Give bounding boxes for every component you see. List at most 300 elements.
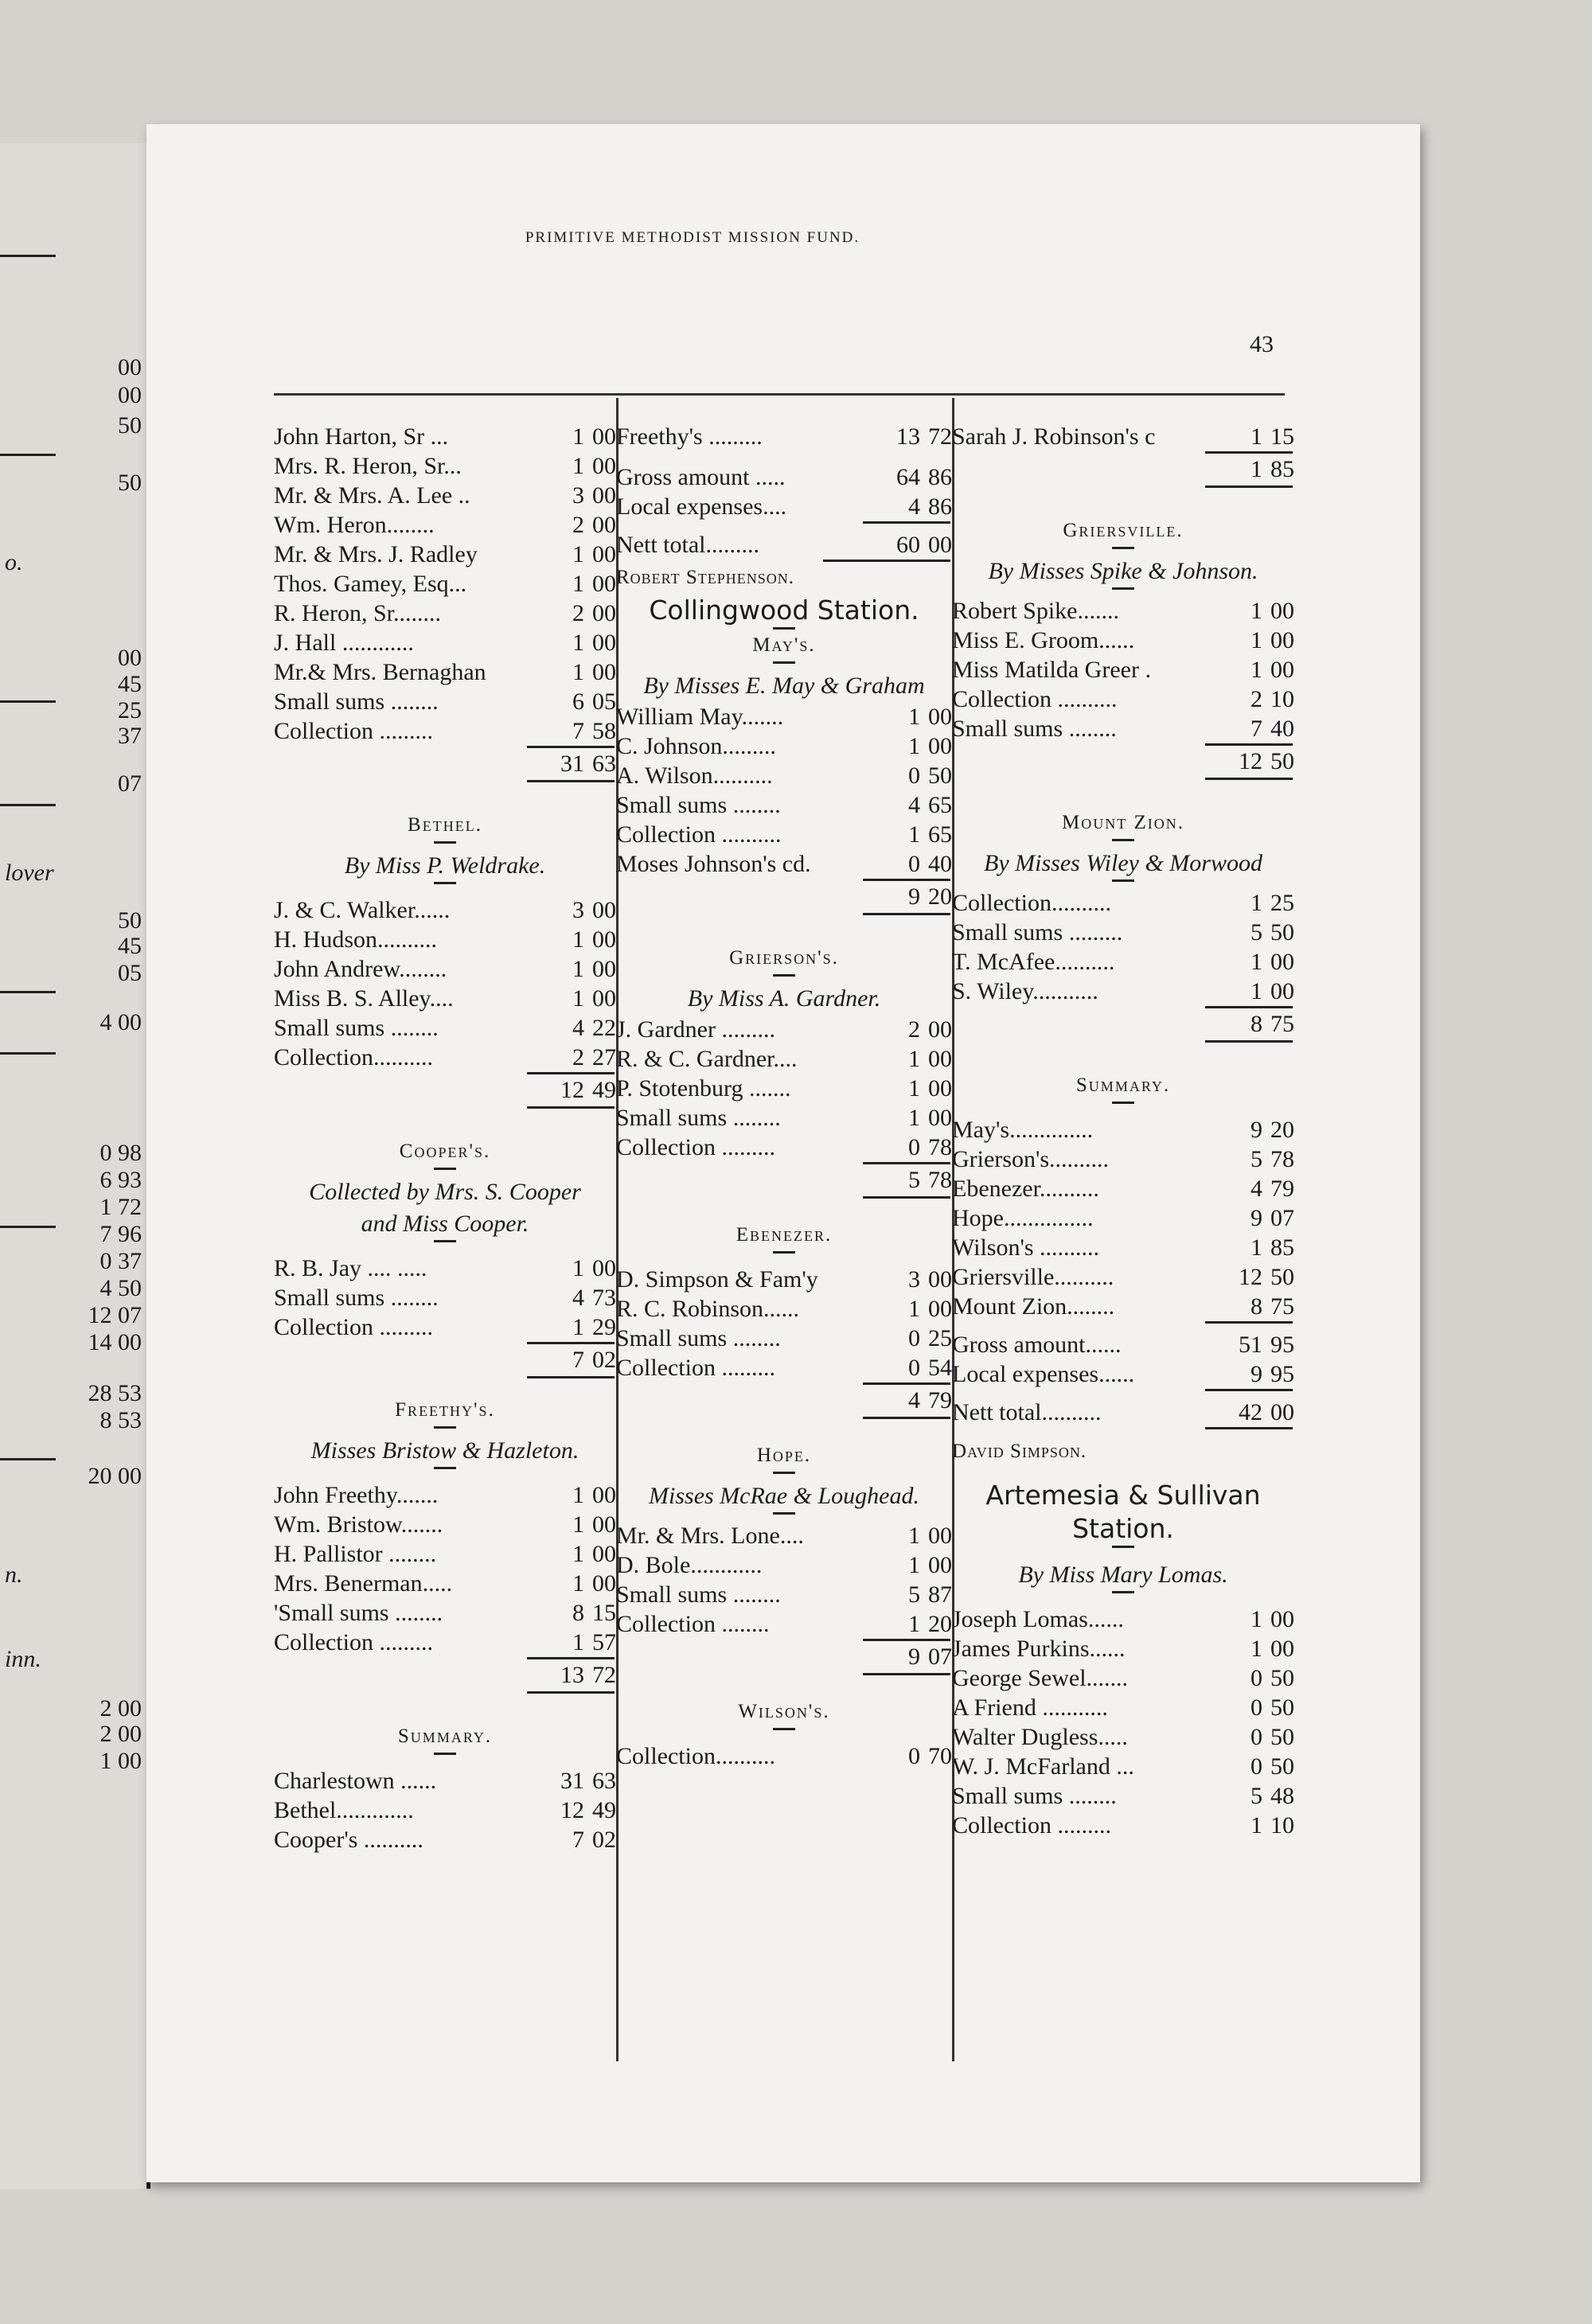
ledger-row	[952, 422, 1294, 451]
entry-name: Charlestown ......	[274, 1768, 437, 1794]
ebenezer-total: 4 79	[908, 1387, 952, 1414]
ledger-row	[274, 1283, 616, 1312]
amount-cents: 00	[592, 659, 616, 685]
ledger-row	[274, 1480, 616, 1510]
entry-name: R. & C. Gardner....	[616, 1046, 798, 1072]
amount-cents: 50	[1270, 1264, 1294, 1290]
amount-dollars: 1	[572, 659, 584, 685]
wilsons-heading: Wilson's.	[738, 1701, 830, 1722]
entry-name: J. & C. Walker......	[274, 897, 451, 923]
ledger-row	[952, 888, 1294, 918]
amount-dollars: 1	[1251, 1812, 1262, 1839]
amount-dollars: 7	[572, 718, 584, 744]
facing-page-text: 00	[118, 354, 142, 380]
amount-dollars: 42	[1239, 1399, 1262, 1425]
entry-name: Collection ..........	[616, 821, 782, 848]
entry-name: Mr.& Mrs. Bernaghan	[274, 659, 486, 685]
ledger-row	[274, 895, 616, 925]
ledger-row	[274, 716, 616, 746]
ledger-row	[952, 1781, 1294, 1811]
entry-name: Collection .........	[952, 1812, 1111, 1839]
artemesia-collector: By Miss Mary Lomas.	[1018, 1562, 1228, 1588]
griersville-collector: By Misses Spike & Johnson.	[988, 558, 1258, 584]
amount-dollars: 1	[1251, 423, 1262, 450]
ledger-row	[952, 1663, 1294, 1693]
ledger-row	[952, 918, 1294, 947]
facing-page-text: 28 53	[88, 1380, 142, 1406]
amount-dollars: 1	[1251, 627, 1262, 653]
facing-page-text: 50	[118, 412, 142, 439]
facing-page-text: 14 00	[88, 1329, 142, 1355]
amount-cents: 65	[928, 792, 952, 818]
ledger-row	[616, 702, 952, 731]
amount-cents: 00	[592, 1482, 616, 1508]
amount-dollars: 1	[1251, 978, 1262, 1004]
nett-total-row	[616, 530, 952, 560]
ledger-row	[616, 1044, 952, 1074]
entry-name: Small sums ........	[616, 1105, 781, 1131]
facing-page-text: lover	[5, 860, 54, 886]
summary-list	[274, 1766, 616, 1854]
ledger-row	[616, 1324, 952, 1353]
header-rule	[274, 393, 1285, 396]
amount-cents: 00	[592, 630, 616, 656]
amount-dollars: 8	[572, 1600, 584, 1626]
ledger-row	[274, 1510, 616, 1539]
entry-name: Mrs. R. Heron, Sr...	[274, 453, 462, 479]
amount-dollars: 0	[908, 851, 920, 877]
facing-page-text: 07	[118, 770, 142, 797]
entry-name: Grierson's..........	[952, 1146, 1110, 1172]
amount-dollars: 4	[908, 493, 920, 520]
ledger-row	[952, 1634, 1294, 1663]
ledger-row	[274, 1043, 616, 1072]
amount-cents: 00	[592, 482, 616, 509]
entry-name: A Friend ...........	[952, 1694, 1108, 1721]
amount-dollars: 1	[1251, 598, 1262, 624]
entry-name: John Harton, Sr ...	[274, 423, 449, 450]
ledger-row	[274, 1013, 616, 1043]
entry-name: Mr. & Mrs. J. Radley	[274, 541, 478, 567]
amount-dollars: 1	[908, 1296, 920, 1322]
entry-name: Nett total..........	[952, 1399, 1102, 1425]
entry-name: J. Gardner .........	[616, 1016, 775, 1043]
entry-name: Mount Zion........	[952, 1293, 1115, 1320]
amount-dollars: 12	[560, 1797, 584, 1823]
amount-dollars: 0	[1251, 1753, 1262, 1780]
facing-page-text: o.	[5, 549, 23, 575]
amount-dollars: 12	[1239, 1264, 1262, 1290]
amount-dollars: 3	[908, 1266, 920, 1293]
griersville-total: 12 50	[1239, 748, 1294, 774]
ledger-row	[952, 1262, 1294, 1292]
ledger-row	[274, 1254, 616, 1283]
amount-dollars: 1	[908, 704, 920, 730]
ledger-row	[952, 1174, 1294, 1203]
entry-name: Local expenses......	[952, 1361, 1135, 1387]
amount-dollars: 4	[1251, 1176, 1262, 1202]
entry-name: Small sums ........	[952, 1783, 1117, 1809]
hope-list	[616, 1521, 952, 1639]
entry-name: Small sums ........	[616, 792, 781, 818]
griersons-list	[616, 1015, 952, 1162]
coopers-heading: Cooper's.	[399, 1141, 491, 1162]
ledger-row	[952, 596, 1294, 626]
amount-cents: 00	[928, 1046, 952, 1072]
ledger-row	[952, 1144, 1294, 1174]
carried-total: 1 85	[1251, 456, 1294, 482]
amount-dollars: 1	[1251, 949, 1262, 975]
entry-name: Small sums .........	[952, 919, 1123, 946]
entry-name: Wilson's ..........	[952, 1234, 1100, 1261]
coopers-collector-line-2: and Miss Cooper.	[361, 1211, 529, 1237]
amount-cents: 54	[928, 1355, 952, 1381]
ebenezer-list	[616, 1265, 952, 1382]
facing-page-text: 05	[118, 960, 142, 986]
facing-page-text: 4 50	[100, 1275, 142, 1301]
facing-page-rule	[0, 700, 56, 703]
ledger-row	[616, 1741, 952, 1771]
gross-list	[616, 462, 952, 521]
ledger-row	[274, 569, 616, 599]
amount-dollars: 0	[908, 1355, 920, 1381]
amount-cents: 00	[592, 1511, 616, 1538]
ledger-row	[274, 1628, 616, 1657]
amount-dollars: 1	[908, 1552, 920, 1578]
entry-name: Collection ........	[616, 1611, 770, 1637]
entry-name: James Purkins......	[952, 1636, 1126, 1662]
ledger-row	[274, 510, 616, 540]
ledger-row	[616, 1521, 952, 1550]
facing-page-text: 50	[118, 470, 142, 496]
amount-dollars: 1	[572, 985, 584, 1012]
amount-dollars: 0	[1251, 1665, 1262, 1691]
ledger-row	[952, 1330, 1294, 1359]
amount-cents: 50	[1270, 1694, 1294, 1721]
ledger-row	[274, 1766, 616, 1796]
page-number: 43	[1250, 331, 1274, 357]
ledger-row	[952, 714, 1294, 743]
amount-cents: 00	[592, 600, 616, 626]
facing-page-text: 37	[118, 723, 142, 749]
amount-dollars: 1	[908, 733, 920, 759]
ledger-row	[274, 1825, 616, 1854]
amount-cents: 25	[1270, 890, 1294, 916]
facing-page-text: 7 96	[100, 1221, 142, 1247]
amount-dollars: 1	[572, 1314, 584, 1340]
amount-cents: 95	[1270, 1361, 1294, 1387]
entry-name: May's..............	[952, 1117, 1094, 1143]
ledger-row	[616, 1580, 952, 1609]
summary-list	[952, 1115, 1294, 1321]
amount-cents: 40	[928, 851, 952, 877]
amount-cents: 20	[1270, 1117, 1294, 1143]
entry-name: Small sums ........	[616, 1581, 781, 1608]
facing-page-text: 45	[118, 933, 142, 959]
amount-cents: 48	[1270, 1783, 1294, 1809]
ledger-row	[616, 1015, 952, 1044]
ledger-row	[952, 1115, 1294, 1144]
mountzion-collector: By Misses Wiley & Morwood	[984, 850, 1262, 876]
entry-name: R. C. Robinson......	[616, 1296, 800, 1322]
amount-dollars: 1	[572, 956, 584, 982]
amount-dollars: 9	[1251, 1361, 1262, 1387]
entry-name: R. B. Jay .... .....	[274, 1255, 427, 1281]
ledger-row	[274, 954, 616, 984]
amount-dollars: 7	[1251, 716, 1262, 742]
hope-heading: Hope.	[756, 1445, 812, 1466]
ledger-row	[274, 1539, 616, 1569]
bethel-collector: By Miss P. Weldrake.	[344, 852, 546, 879]
coopers-collector-line-1: Collected by Mrs. S. Cooper	[309, 1179, 581, 1205]
ledger-row	[274, 687, 616, 716]
entry-name: Mrs. Benerman.....	[274, 1570, 453, 1597]
amount-dollars: 7	[572, 1827, 584, 1853]
amount-cents: 07	[1270, 1205, 1294, 1231]
ledger-row	[952, 1292, 1294, 1321]
amount-cents: 70	[928, 1743, 952, 1769]
amount-dollars: 2	[572, 512, 584, 538]
entry-name: John Andrew........	[274, 956, 447, 982]
amount-cents: 00	[1270, 627, 1294, 653]
ledger-row	[616, 1353, 952, 1382]
facing-page-rule	[0, 1052, 56, 1055]
amount-cents: 00	[928, 1105, 952, 1131]
entry-name: C. Johnson.........	[616, 733, 776, 759]
entry-name: H. Pallistor ........	[274, 1541, 437, 1567]
amount-dollars: 64	[896, 464, 920, 490]
entry-name: Collection .........	[616, 1134, 775, 1160]
entry-name: Joseph Lomas......	[952, 1606, 1124, 1632]
entry-name: Collection..........	[952, 890, 1111, 916]
amount-cents: 00	[928, 733, 952, 759]
amount-cents: 02	[592, 1827, 616, 1853]
amount-cents: 50	[1270, 1753, 1294, 1780]
entry-name: Gross amount......	[952, 1332, 1122, 1358]
mountzion-heading: Mount Zion.	[1062, 812, 1184, 833]
facing-page-rule	[0, 991, 56, 993]
amount-dollars: 9	[1251, 1205, 1262, 1231]
ledger-row	[952, 1233, 1294, 1262]
amount-dollars: 4	[572, 1015, 584, 1041]
amount-cents: 40	[1270, 716, 1294, 742]
entry-name: William May.......	[616, 704, 784, 730]
amount-cents: 00	[1270, 1606, 1294, 1632]
amount-dollars: 0	[908, 1743, 920, 1769]
amount-dollars: 1	[572, 1511, 584, 1538]
amount-dollars: 1	[572, 1541, 584, 1567]
ledger-row	[274, 540, 616, 569]
griersville-heading: Griersville.	[1063, 520, 1184, 541]
station-heading-line-1: Artemesia & Sullivan	[985, 1480, 1261, 1511]
amount-cents: 00	[592, 453, 616, 479]
ebenezer-heading: Ebenezer.	[736, 1224, 833, 1246]
facing-page-text: n.	[5, 1562, 23, 1588]
amount-cents: 65	[928, 821, 952, 848]
entry-name: Collection..........	[616, 1743, 775, 1769]
entry-name: D. Bole............	[616, 1552, 763, 1578]
coopers-list	[274, 1254, 616, 1342]
ledger-row	[274, 1796, 616, 1825]
ledger-row	[952, 1811, 1294, 1840]
amount-cents: 86	[928, 493, 952, 520]
amount-cents: 00	[592, 512, 616, 538]
entry-name: Nett total.........	[616, 532, 759, 558]
gross-list	[952, 1330, 1294, 1389]
amount-dollars: 1	[1251, 1234, 1262, 1261]
entry-name: Miss B. S. Alley....	[274, 985, 454, 1012]
entry-name: Thos. Gamey, Esq...	[274, 571, 467, 597]
mays-collector: By Misses E. May & Graham	[643, 673, 925, 699]
summary-heading: Summary.	[1075, 1074, 1171, 1096]
charlestown-list	[274, 422, 616, 746]
entry-name: Small sums ........	[952, 716, 1117, 742]
entry-name: Collection .........	[274, 1629, 433, 1655]
amount-cents: 87	[928, 1581, 952, 1608]
facing-page-text: 12 07	[88, 1302, 142, 1328]
facing-page-text: 0 37	[100, 1248, 142, 1274]
amount-cents: 50	[1270, 1665, 1294, 1691]
facing-page-text: 45	[118, 671, 142, 697]
facing-page-text: 2 00	[100, 1721, 142, 1747]
amount-cents: 00	[1270, 949, 1294, 975]
amount-cents: 00	[592, 1570, 616, 1597]
amount-cents: 00	[1270, 978, 1294, 1004]
entry-name: J. Hall ............	[274, 630, 414, 656]
entry-name: Local expenses....	[616, 493, 787, 520]
entry-name: Gross amount .....	[616, 464, 786, 490]
amount-cents: 00	[928, 1296, 952, 1322]
amount-cents: 00	[928, 532, 952, 558]
treasurer-signature: David Simpson.	[952, 1441, 1087, 1462]
entry-name: P. Stotenburg .......	[616, 1075, 791, 1102]
amount-cents: 00	[928, 1523, 952, 1549]
amount-cents: 00	[928, 1266, 952, 1293]
station-heading: Collingwood Station.	[649, 595, 919, 626]
amount-cents: 00	[592, 897, 616, 923]
amount-cents: 00	[592, 541, 616, 567]
entry-name: S. Wiley...........	[952, 978, 1098, 1004]
mountzion-list	[952, 888, 1294, 1006]
entry-name: D. Simpson & Fam'y	[616, 1266, 818, 1293]
amount-cents: 75	[1270, 1293, 1294, 1320]
entry-name: Moses Johnson's cd.	[616, 851, 811, 877]
entry-name: Small sums ........	[274, 1285, 439, 1311]
amount-cents: 57	[592, 1629, 616, 1655]
amount-cents: 85	[1270, 1234, 1294, 1261]
treasurer-signature: Robert Stephenson.	[616, 567, 795, 588]
ledger-row	[616, 462, 952, 492]
amount-dollars: 0	[908, 1325, 920, 1351]
ledger-row	[952, 1693, 1294, 1722]
entry-name: Walter Dugless.....	[952, 1724, 1128, 1750]
wilsons-list	[616, 1741, 952, 1771]
amount-dollars: 60	[896, 532, 920, 558]
amount-dollars: 2	[908, 1016, 920, 1043]
entry-name: Cooper's ..........	[274, 1827, 423, 1853]
amount-cents: 00	[928, 1016, 952, 1043]
amount-cents: 10	[1270, 1812, 1294, 1839]
amount-dollars: 5	[908, 1581, 920, 1608]
entry-name: Collection .........	[274, 1314, 433, 1340]
amount-cents: 00	[592, 1255, 616, 1281]
amount-cents: 95	[1270, 1332, 1294, 1358]
facing-page-text: 6 93	[100, 1167, 142, 1193]
facing-page-rule	[0, 1458, 56, 1460]
ledger-row	[274, 628, 616, 657]
amount-cents: 00	[928, 704, 952, 730]
amount-dollars: 0	[908, 762, 920, 789]
mays-heading: May's.	[752, 634, 816, 656]
coopers-total: 7 02	[572, 1347, 616, 1373]
amount-dollars: 0	[908, 1134, 920, 1160]
ledger-row	[952, 947, 1294, 977]
amount-dollars: 1	[572, 1482, 584, 1508]
ledger-row	[274, 984, 616, 1013]
amount-cents: 72	[928, 423, 952, 450]
amount-dollars: 1	[908, 821, 920, 848]
entry-name: George Sewel.......	[952, 1665, 1129, 1691]
facing-page-text: 20 00	[88, 1463, 142, 1489]
griersons-collector: By Miss A. Gardner.	[687, 985, 881, 1012]
entry-name: Mr. & Mrs. Lone....	[616, 1523, 804, 1549]
ledger-row	[274, 481, 616, 510]
amount-cents: 86	[928, 464, 952, 490]
ledger-row	[616, 1265, 952, 1294]
amount-cents: 20	[928, 1611, 952, 1637]
amount-cents: 00	[928, 1075, 952, 1102]
ledger-row	[274, 422, 616, 451]
amount-cents: 78	[1270, 1146, 1294, 1172]
amount-cents: 63	[592, 1768, 616, 1794]
ledger-row	[616, 849, 952, 879]
ledger-row	[616, 1609, 952, 1639]
amount-cents: 00	[1270, 598, 1294, 624]
ledger-row	[616, 1294, 952, 1324]
entry-name: John Freethy.......	[274, 1482, 439, 1508]
amount-dollars: 31	[560, 1768, 584, 1794]
amount-cents: 00	[1270, 1636, 1294, 1662]
ledger-row	[616, 1133, 952, 1162]
ledger-row	[616, 492, 952, 521]
nett-total	[952, 1398, 1294, 1427]
hope-total: 9 07	[908, 1644, 952, 1670]
amount-dollars: 8	[1251, 1293, 1262, 1320]
amount-dollars: 1	[908, 1523, 920, 1549]
facing-page-text: 4 00	[100, 1009, 142, 1035]
entry-name: Hope...............	[952, 1205, 1094, 1231]
entry-name: Bethel.............	[274, 1797, 414, 1823]
ledger-row	[274, 1312, 616, 1342]
summary-heading: Summary.	[397, 1725, 493, 1747]
ledger-row	[952, 1359, 1294, 1389]
entry-name: W. J. McFarland ...	[952, 1753, 1134, 1780]
amount-dollars: 4	[572, 1285, 584, 1311]
amount-cents: 49	[592, 1797, 616, 1823]
ledger-row	[952, 977, 1294, 1006]
amount-dollars: 2	[572, 600, 584, 626]
amount-dollars: 3	[572, 482, 584, 509]
amount-dollars: 13	[896, 423, 920, 450]
amount-dollars: 0	[1251, 1724, 1262, 1750]
entry-name: T. McAfee..........	[952, 949, 1115, 975]
ledger-row	[616, 422, 952, 451]
facing-page-rule	[0, 255, 56, 257]
facing-page-text: 25	[118, 697, 142, 723]
amount-dollars: 1	[1251, 890, 1262, 916]
amount-cents: 00	[1270, 1399, 1294, 1425]
freethys-heading: Freethy's.	[395, 1399, 495, 1421]
